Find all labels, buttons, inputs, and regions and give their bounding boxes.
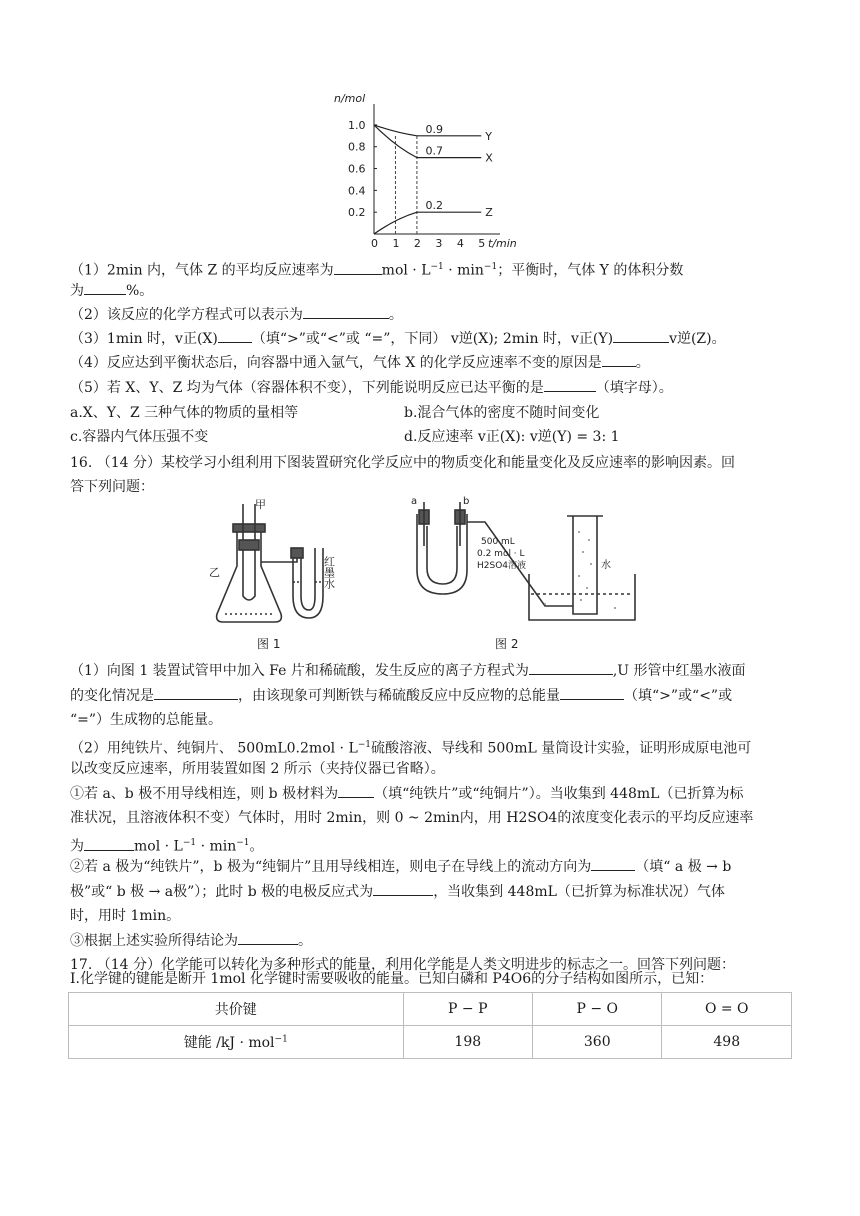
q16-part1-end: “=”）生成物的总能量。	[70, 712, 223, 728]
q15-part1-cont: 为 %。	[70, 280, 800, 302]
answer-blank[interactable]	[303, 304, 389, 319]
table-header-cell: P − P	[403, 993, 532, 1026]
q16-sub1: ①若 a、b 极不用导线相连，则 b 极材料为 （填“纯铁片”或“纯铜片”）。当收集到 448mL（已折算为标	[70, 783, 800, 805]
option-d: d.反应速率 v正(X): v逆(Y) = 3: 1	[404, 429, 620, 445]
table-header-row	[69, 993, 792, 1026]
x-tick-label: 0	[371, 237, 378, 250]
series-name-label: X	[485, 151, 493, 165]
y-tick-label: 1.0	[348, 118, 366, 132]
series-name-label: Z	[485, 206, 493, 220]
y-tick-label: 0.4	[348, 184, 366, 198]
figure-1-caption: 图 1	[257, 637, 281, 651]
apparatus-figures	[205, 496, 665, 656]
q16-part2: （2）用纯铁片、纯铜片、 $500mL0.2mol \cdot L^{-1}$硫酸溶液、导线和 500mL 量筒设计实验，证明形成原电池可	[70, 740, 752, 757]
y-axis-label: n/mol	[334, 92, 366, 105]
q15-part3: （3）1min 时，v正(X) （填“>”或“<”或 “=”，下同） v逆(X); 2min 时，v正(Y) v逆(Z)。	[70, 328, 800, 350]
y-tick-label: 0.8	[348, 140, 366, 154]
solution-name: H2SO4溶液	[477, 561, 527, 571]
q15-part1: （1）2min 内，气体 Z 的平均反应速率为 mol · $L^{-1} \cdot \min^{-1}$；平衡时，气体 Y 的体积分数	[70, 256, 800, 282]
q17-part1: I.化学键的键能是断开 1mol 化学键时需要吸收的能量。已知白磷和 P4O6的分子结构如图所示，已知：	[70, 971, 714, 987]
figure-2-caption: 图 2	[495, 637, 519, 651]
answer-blank[interactable]	[560, 685, 624, 700]
label-red-ink: 红墨水	[322, 556, 336, 589]
q16-sub1-cont: 准状况，且溶液体积不变）气体时，用时 2min，则 0 ~ 2min内，用 H2SO4的浓度变化表示的平均反应速率	[70, 810, 754, 826]
x-tick-label: 3	[435, 237, 443, 250]
q15-options-cd	[70, 426, 800, 448]
table-header-cell: 共价键	[69, 993, 404, 1026]
q17-intro: 17. （14 分）化学能可以转化为多种形式的能量，利用化学能是人类文明进步的标志之一。回答下列问题：	[70, 957, 735, 973]
q16-sub1-end: 为 mol · $L^{-1} \cdot \min^{-1}$。	[70, 832, 800, 858]
answer-blank[interactable]	[334, 260, 382, 275]
q16-intro: 16. （14 分）某校学习小组利用下图装置研究化学反应中的物质变化和能量变化及反应速率的影响因素。回	[70, 455, 735, 471]
answer-blank[interactable]	[84, 836, 134, 851]
mole-time-chart	[328, 92, 517, 260]
water-label: 水	[601, 560, 611, 571]
x-tick-label: 4	[456, 237, 464, 250]
series-value-label: 0.9	[425, 122, 443, 136]
electrode-a-label: a	[411, 496, 418, 507]
solution-conc: 0.2 mol · L	[477, 549, 525, 559]
y-tick-label: 0.6	[348, 162, 366, 176]
bond-energy-table	[68, 992, 792, 1059]
q15-options-ab	[70, 402, 800, 424]
answer-blank[interactable]	[373, 881, 433, 896]
option-b: b.混合气体的密度不随时间变化	[404, 405, 600, 421]
answer-blank[interactable]	[613, 328, 669, 343]
electrode-b-label: b	[463, 496, 470, 507]
answer-blank[interactable]	[591, 856, 635, 871]
q16-sub3: ③根据上述实验所得结论为 。	[70, 930, 800, 952]
answer-blank[interactable]	[529, 660, 613, 675]
series-value-label: 0.2	[425, 199, 443, 213]
q16-sub2-cont: 极”或“ b 极 → a极”）；此时 b 极的电极反应式为 ，当收集到 448mL（已折算为标准状况）气体	[70, 881, 800, 903]
q15-part2: （2）该反应的化学方程式可以表示为 。	[70, 304, 800, 326]
series-name-label: Y	[485, 129, 493, 143]
figure-1-apparatus	[217, 504, 323, 622]
answer-blank[interactable]	[238, 930, 298, 945]
table-cell: 498	[662, 1026, 792, 1059]
x-tick-label: 2	[413, 237, 421, 250]
label-jia: 甲	[255, 498, 266, 511]
answer-blank[interactable]	[602, 352, 636, 367]
series-value-label: 0.7	[425, 144, 443, 158]
q16-part1-cont: 的变化情况是 ，由该现象可判断铁与稀硫酸反应中反应物的总能量 （填“>”或“<”或	[70, 685, 800, 707]
x-axis-label: t/min	[488, 237, 517, 250]
table-header-cell: O = O	[662, 993, 792, 1026]
table-row-label: 键能 /kJ · mol$^{-1}$	[69, 1026, 404, 1059]
answer-blank[interactable]	[338, 783, 374, 798]
x-tick-label: 1	[392, 237, 400, 250]
option-a: a.X、Y、Z 三种气体的物质的量相等	[70, 405, 299, 421]
y-tick-label: 0.2	[348, 206, 366, 220]
table-cell: 198	[403, 1026, 532, 1059]
option-c: c.容器内气体压强不变	[70, 429, 209, 445]
q15-part4: （4）反应达到平衡状态后，向容器中通入氩气，气体 X 的化学反应速率不变的原因是 。	[70, 352, 800, 374]
solution-volume: 500 mL	[481, 537, 515, 547]
q16-intro-cont: 答下列问题：	[70, 479, 154, 495]
series-line-Z	[374, 212, 481, 234]
table-row	[69, 1026, 792, 1059]
table-cell: 360	[533, 1026, 662, 1059]
q15-part5: （5）若 X、Y、Z 均为气体（容器体积不变），下列能说明反应已达平衡的是 （填字母）。	[70, 377, 800, 399]
answer-blank[interactable]	[84, 280, 126, 295]
answer-blank[interactable]	[154, 685, 238, 700]
label-yi: 乙	[209, 566, 220, 579]
table-header-cell: P − O	[533, 993, 662, 1026]
q16-sub2: ②若 a 极为“纯铁片”，b 极为“纯铜片”且用导线相连，则电子在导线上的流动方向为 （填“ a 极 → b	[70, 856, 800, 878]
q16-part1: （1）向图 1 装置试管甲中加入 Fe 片和稀硫酸，发生反应的离子方程式为 ,U 形管中红墨水液面	[70, 660, 800, 682]
x-tick-label: 5	[478, 237, 486, 250]
q16-sub2-end: 时，用时 1min。	[70, 908, 181, 924]
answer-blank[interactable]	[218, 328, 252, 343]
q16-part2-cont: 以改变反应速率，所用装置如图 2 所示（夹持仪器已省略）。	[70, 761, 445, 777]
answer-blank[interactable]	[544, 377, 596, 392]
